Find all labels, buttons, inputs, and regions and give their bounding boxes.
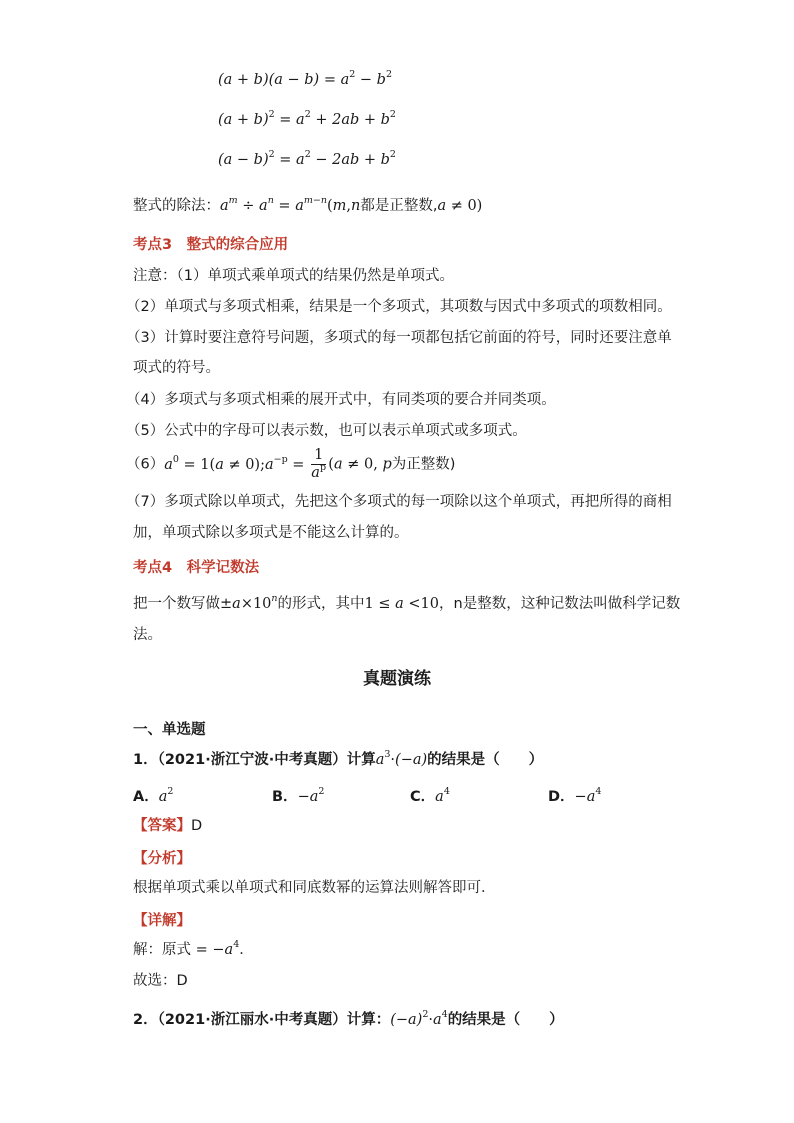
formula-square-of-difference: $(a - b)^2 = a^2 - 2ab + b^2$ [218, 149, 396, 168]
fraction-one-over-a-p: $\frac{1}{a^p}$ [311, 447, 327, 481]
analysis-label: 【分析】 [133, 851, 191, 867]
option-c[interactable]: C．$a^4$ [410, 786, 450, 805]
option-b[interactable]: B．$-a^2$ [272, 786, 325, 805]
note-2: （2）单项式与多项式相乘，结果是一个多项式，其项数与因式中多项式的项数相同。 [126, 299, 672, 315]
question-1: 1．（2021·浙江宁波·中考真题）计算$a^3\cdot(-a)$的结果是（ ） [133, 749, 544, 768]
detail-text: 解：原式 = $-a^4$． [133, 939, 254, 958]
section-heading-kaodian4: 考点4 科学记数法 [133, 560, 260, 576]
option-a[interactable]: A．$a^2$ [133, 786, 174, 805]
note-7-line2: 加，单项式除以多项式是不能这么计算的。 [133, 525, 409, 541]
note-4: （4）多项式与多项式相乘的展开式中，有同类项的要合并同类项。 [126, 392, 556, 408]
answer-line: 【答案】D [133, 818, 203, 834]
sci-notation-line1: 把一个数写做$\pm a\times 10^n$的形式，其中1 ≤ a <10，n是整数，这种记数法叫做科学记数 [133, 593, 681, 612]
option-d[interactable]: D．$-a^4$ [548, 786, 602, 805]
sci-notation-line2: 法。 [133, 627, 162, 643]
analysis-text: 根据单项式乘以单项式和同底数幂的运算法则解答即可． [133, 880, 496, 896]
detail-label: 【详解】 [133, 913, 191, 929]
section-heading-kaodian3: 考点3 整式的综合应用 [133, 237, 289, 253]
section-title: 真题演练 [363, 669, 431, 689]
division-rule: 整式的除法：$a^m \div a^n = a^{m-n}(m,n$都是正整数,a ≠ 0) [133, 195, 483, 214]
question-2: 2．（2021·浙江丽水·中考真题）计算：$(-a)^2\cdot a^4$的结果是（ ） [133, 1009, 564, 1028]
part-title: 一、单选题 [133, 722, 206, 738]
note-1: 注意：（1）单项式乘单项式的结果仍然是单项式。 [133, 268, 454, 284]
note-7-line1: （7）多项式除以单项式，先把这个多项式的每一项除以这个单项式，再把所得的商相 [126, 494, 672, 510]
note-5: （5）公式中的字母可以表示数，也可以表示单项式或多项式。 [126, 423, 527, 439]
note-3-line2: 项式的符号。 [133, 360, 220, 376]
note-6: $(6)a^0 = 1(a$ ≠ $0);a^{-p}$ = $\frac{1}{a^p}$ (a ≠ 0, p为正整数) [126, 447, 456, 481]
formula-square-of-sum: $(a + b)^2 = a^2 + 2ab + b^2$ [218, 109, 396, 128]
note-3-line1: （3）计算时要注意符号问题，多项式的每一项都包括它前面的符号，同时还要注意单 [126, 330, 672, 346]
choice-text: 故选：D [133, 973, 188, 989]
formula-difference-of-squares: $(a + b)(a - b) = a^2 - b^2$ [218, 69, 393, 88]
